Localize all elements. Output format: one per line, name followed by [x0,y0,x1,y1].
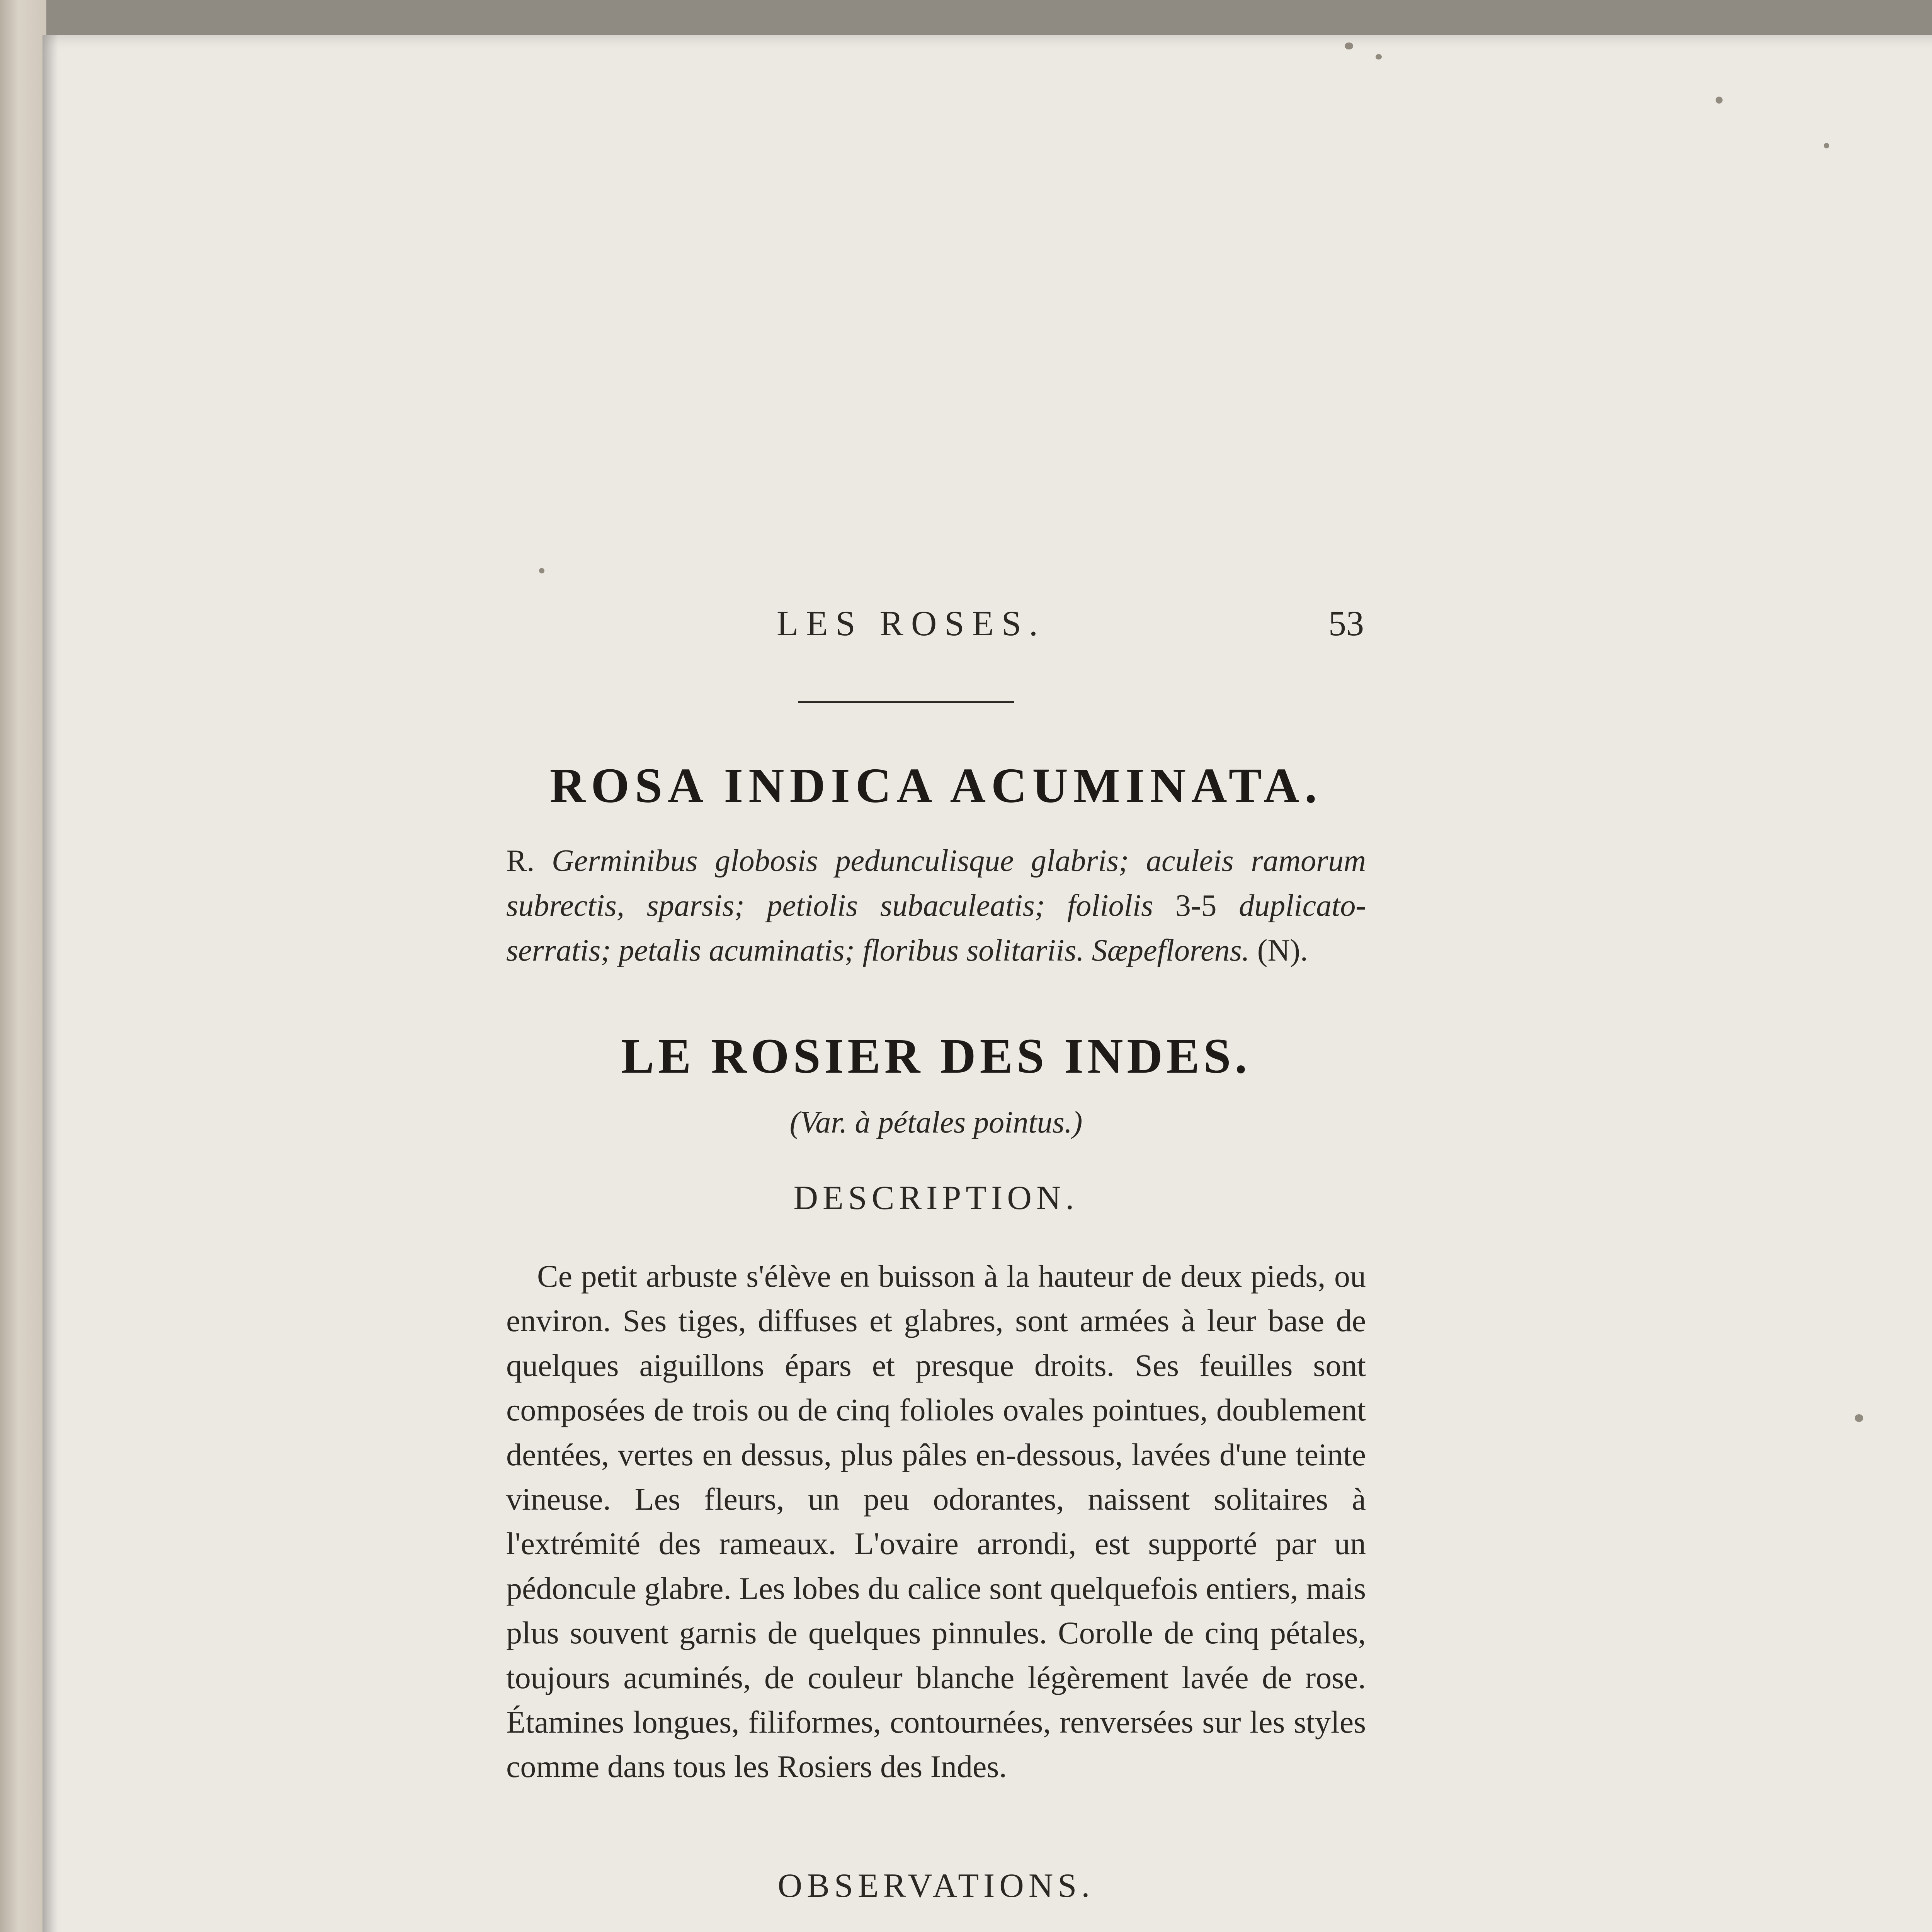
gutter-shadow [43,35,58,1932]
page-number: 53 [1328,604,1364,643]
foxing-spot [1716,97,1723,104]
latin-diagnosis [506,838,1366,973]
left-page-edge [0,0,46,1932]
decorative-rule [798,701,1014,703]
french-title: LE ROSIER DES INDES. [621,1029,1251,1083]
foxing-spot [539,568,544,573]
diagnosis-numbers: 3-5 [1175,889,1217,923]
running-title: LES ROSES. [777,604,1046,643]
diagnosis-text-2: duplicato-serratis; petalis acuminatis; floribus solitariis. Sæpeflorens. [506,889,1366,968]
description-text: Ce petit arbuste s'élève en buisson à la hauteur de deux pieds, ou environ. Ses tiges, diffuses et glabres, sont armées à leur base de quelques aiguillons épars et presque droits. Ses feuilles sont composées de trois ou de cinq folioles ovales pointues, doublement dentées, vertes en dessus, plus pâles en-dessous, lavées d'une teinte vineuse. Les fleurs, un peu odorantes, naissent solitaires à l'extrémité des rameaux. L'ovaire arrondi, est supporté par un pédoncule glabre. Les lobes du calice sont quelquefois entiers, mais plus souvent garnis de quelques pinnules. Corolle de cinq pétales, toujours acuminés, de couleur blanche légèrement lavée de rose. Étamines longues, filiformes, contournées, renversées sur les styles comme dans tous les Rosiers des Indes. [506,1259,1366,1784]
foxing-spot [1824,143,1829,148]
diagnosis-prefix: R. [506,844,535,878]
observations-heading: OBSERVATIONS. [777,1867,1095,1905]
description-heading: DESCRIPTION. [793,1179,1079,1217]
variety-subtitle: (Var. à pétales pointus.) [789,1105,1083,1139]
foxing-spot [1376,54,1382,60]
running-head [506,603,1364,645]
diagnosis-suffix: (N). [1257,934,1308,968]
latin-title: ROSA INDICA ACUMINATA. [549,758,1323,813]
foxing-spot [1345,43,1353,49]
foxing-spot [1855,1414,1863,1422]
diagnosis-text: Germinibus globosis pedunculisque glabris; aculeis ramorum subrectis, sparsis; petiolis subaculeatis; foliolis [506,844,1366,923]
